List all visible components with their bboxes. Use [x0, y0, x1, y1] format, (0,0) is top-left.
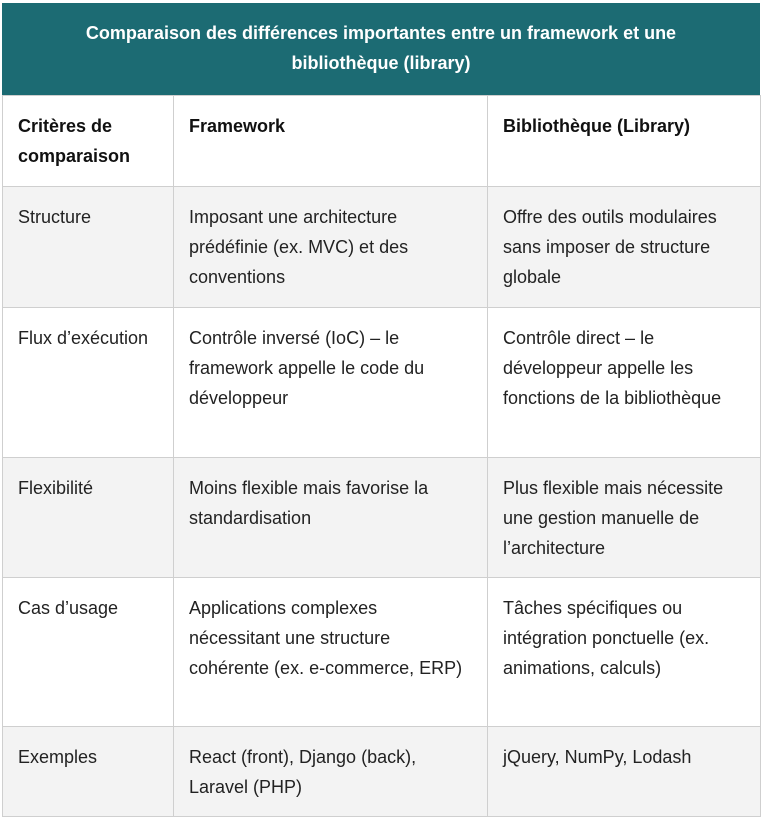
framework-cell: Imposant une architecture prédéfinie (ex. MVC) et des conventions	[174, 187, 488, 308]
framework-cell: Contrôle inversé (IoC) – le framework appelle le code du développeur	[174, 308, 488, 458]
table-row	[3, 578, 761, 727]
comparison-table-container	[2, 3, 760, 817]
header-library: Bibliothèque (Library)	[488, 96, 761, 187]
criterion-cell: Flexibilité	[3, 458, 174, 578]
library-cell: Offre des outils modulaires sans imposer de structure globale	[488, 187, 761, 308]
table-title: Comparaison des différences importantes entre un framework et une bibliothèque (library)	[2, 3, 760, 95]
criterion-cell: Structure	[3, 187, 174, 308]
library-cell: jQuery, NumPy, Lodash	[488, 727, 761, 817]
criterion-cell: Flux d’exécution	[3, 308, 174, 458]
table-row	[3, 458, 761, 578]
library-cell: Plus flexible mais nécessite une gestion manuelle de l’architecture	[488, 458, 761, 578]
table-row	[3, 727, 761, 817]
criterion-cell: Exemples	[3, 727, 174, 817]
header-framework: Framework	[174, 96, 488, 187]
framework-cell: React (front), Django (back), Laravel (PHP)	[174, 727, 488, 817]
table-row	[3, 308, 761, 458]
library-cell: Contrôle direct – le développeur appelle les fonctions de la bibliothèque	[488, 308, 761, 458]
criterion-cell: Cas d’usage	[3, 578, 174, 727]
header-criteria: Critères de comparaison	[3, 96, 174, 187]
table-header-row	[3, 96, 761, 187]
framework-cell: Moins flexible mais favorise la standardisation	[174, 458, 488, 578]
library-cell: Tâches spécifiques ou intégration ponctuelle (ex. animations, calculs)	[488, 578, 761, 727]
framework-cell: Applications complexes nécessitant une structure cohérente (ex. e-commerce, ERP)	[174, 578, 488, 727]
table-row	[3, 187, 761, 308]
comparison-table	[2, 95, 761, 817]
